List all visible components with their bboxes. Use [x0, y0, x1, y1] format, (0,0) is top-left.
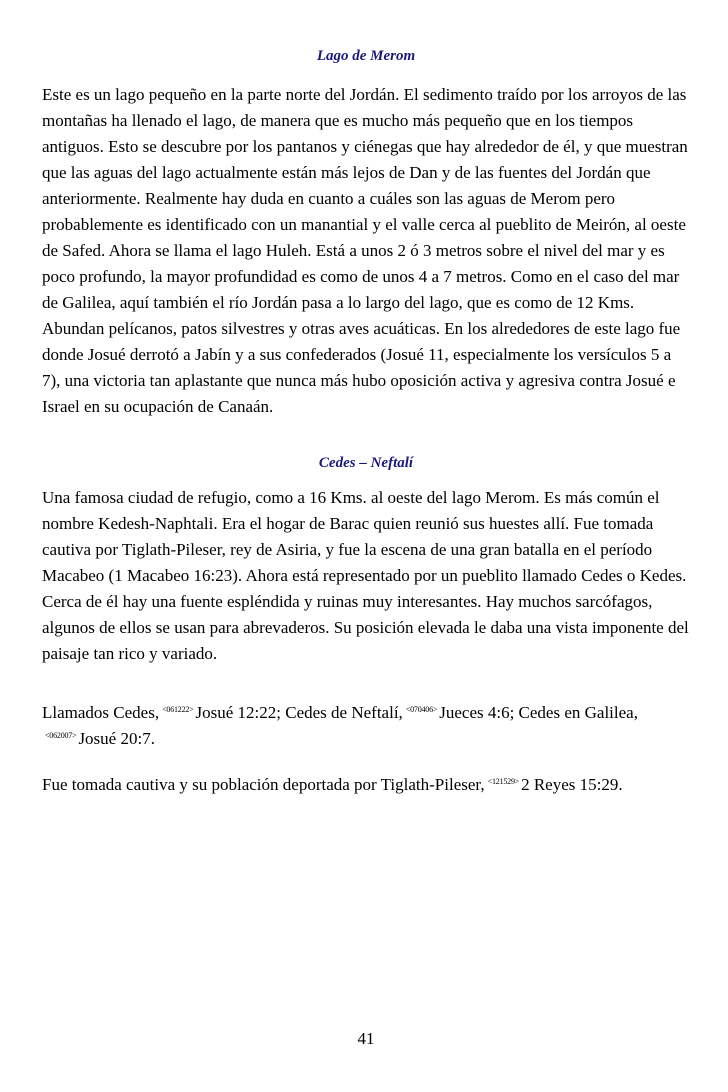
reference-text: Fue tomada cautiva y su población deportada por Tiglath-Pileser, — [42, 775, 485, 794]
page-number: 41 — [357, 1029, 375, 1048]
paragraph-cedes-description: Una famosa ciudad de refugio, como a 16 Kms. al oeste del lago Merom. Es más común el nombre Kedesh-Naphtali. Era el hogar de Barac quien reunió sus huestes allí. Fue tomada cautiva por Tiglath-Pileser, rey de Asiria, y fue la escena de una gran batalla en el período Macabeo (1 Macabeo 16:23). Ahora está representado por un pueblito llamado Cedes o Kedes. Cerca de él hay una fuente espléndida y ruinas muy interesantes. Hay muchos sarcófagos, algunos de ellos se usan para abrevaderos. Su posición elevada le daba una vista imponente del paisaje tan rico y variado. — [42, 488, 689, 663]
paragraph-cedes-references — [42, 700, 692, 752]
paragraph-lago-de-merom: Este es un lago pequeño en la parte norte del Jordán. El sedimento traído por los arroyos de las montañas ha llenado el lago, de manera que es mucho más pequeño que en los tiempos antiguos. Esto se descubre por los pantanos y ciénegas que hay alrededor de él, y que muestran que las aguas del lago actualmente están más lejos de Dan y de las fuentes del Jordán que anteriormente. Realmente hay duda en cuanto a cuáles son las aguas de Merom pero probablemente es identificado con un manantial y el valle cerca al pueblito de Meirón, al oeste de Safed. Ahora se llama el lago Huleh. Está a unos 2 ó 3 metros sobre el nivel del mar y es poco profundo, la mayor profundidad es como de unos 4 a 7 metros. Como en el caso del mar de Galilea, aquí también el río Jordán pasa a lo largo del lago, que es como de 12 Kms. Abundan pelícanos, patos silvestres y otras aves acuáticas. En los alrededores de este lago fue donde Josué derrotó a Jabín y a sus confederados (Josué 11, especialmente los versículos 5 a 7), una victoria tan aplastante que nunca más hubo oposición activa y agresiva contra Josué e Israel en su ocupación de Canaán. — [42, 85, 688, 416]
reference-text: Josué 20:7. — [78, 729, 155, 748]
bible-reference-code[interactable]: <121529> — [487, 777, 520, 786]
bible-reference-code[interactable]: <062007> — [45, 731, 77, 740]
section-title-lago-de-merom: Lago de Merom — [316, 48, 416, 64]
reference-text: Llamados Cedes, — [42, 703, 160, 722]
bible-reference-code[interactable]: <061222> — [162, 705, 194, 714]
reference-text: Jueces 4:6; Cedes en Galilea, — [439, 703, 638, 722]
reference-text: 2 Reyes 15:29. — [521, 775, 623, 794]
bible-reference-code[interactable]: <070406> — [405, 705, 438, 714]
section-title-cedes-neftali: Cedes – Neftalí — [318, 455, 414, 471]
document-page — [42, 0, 690, 1092]
reference-text: Josué 12:22; Cedes de Neftalí, — [195, 703, 403, 722]
paragraph-cedes-captivity — [42, 772, 692, 798]
